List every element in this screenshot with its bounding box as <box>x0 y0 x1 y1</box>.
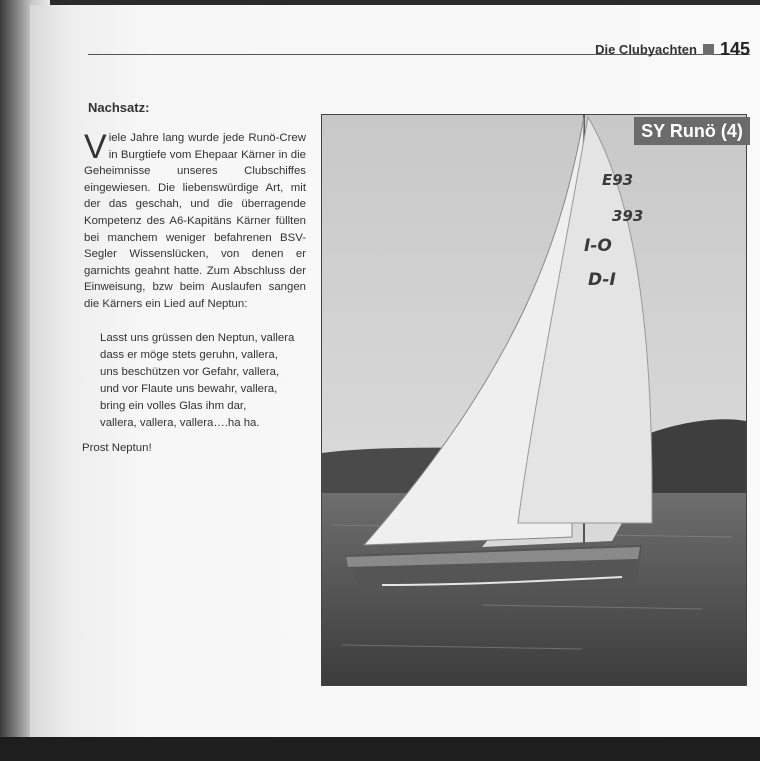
poem-line: dass er möge stets geruhn, vallera, <box>100 349 278 361</box>
square-icon <box>703 44 714 55</box>
running-header <box>595 38 750 60</box>
poem-line: und vor Flaute uns bewahr, vallera, <box>100 383 278 395</box>
running-title: Die Clubyachten <box>595 41 697 57</box>
poem-line: Lasst uns grüssen den Neptun, vallera <box>100 332 295 344</box>
drop-cap: V <box>84 128 107 166</box>
sail-number: E93 <box>602 171 634 189</box>
closing-line: Prost Neptun! <box>82 442 152 454</box>
photo-caption-badge: SY Runö (4) <box>634 117 750 145</box>
sailboat-illustration <box>322 115 746 685</box>
poem-line: uns beschützen vor Gefahr, vallera, <box>100 366 280 378</box>
poem <box>100 330 294 432</box>
body-paragraph <box>84 130 306 313</box>
sail-number: 393 <box>612 207 644 225</box>
poem-line: vallera, vallera, vallera….ha ha. <box>100 417 260 429</box>
section-heading: Nachsatz: <box>88 100 150 115</box>
scan-bottom-edge <box>0 737 760 761</box>
sailboat-photo <box>321 114 747 686</box>
body-text: iele Jahre lang wurde jede Runö-Crew in Burgtiefe vom Ehepaar Kärner in die Geheimnisse unseres Clubschiffes eingewiesen. Die liebenswürdige Art, mit der das geschah, und die überragende Kompetenz des A6-Kapitäns Kärner füllten bei manchem weniger befahrenen BSV-Segler Wissenslücken, von denen er garnichts geahnt hatte. Zum Abschluss der Einweisung, bzw beim Auslaufen sangen die Kärners ein Lied auf Neptun: <box>84 132 306 310</box>
sail-number: I-O <box>584 236 612 256</box>
poem-line: bring ein volles Glas ihm dar, <box>100 400 247 412</box>
sail-number: D-I <box>588 270 616 290</box>
page-number: 145 <box>719 38 750 59</box>
